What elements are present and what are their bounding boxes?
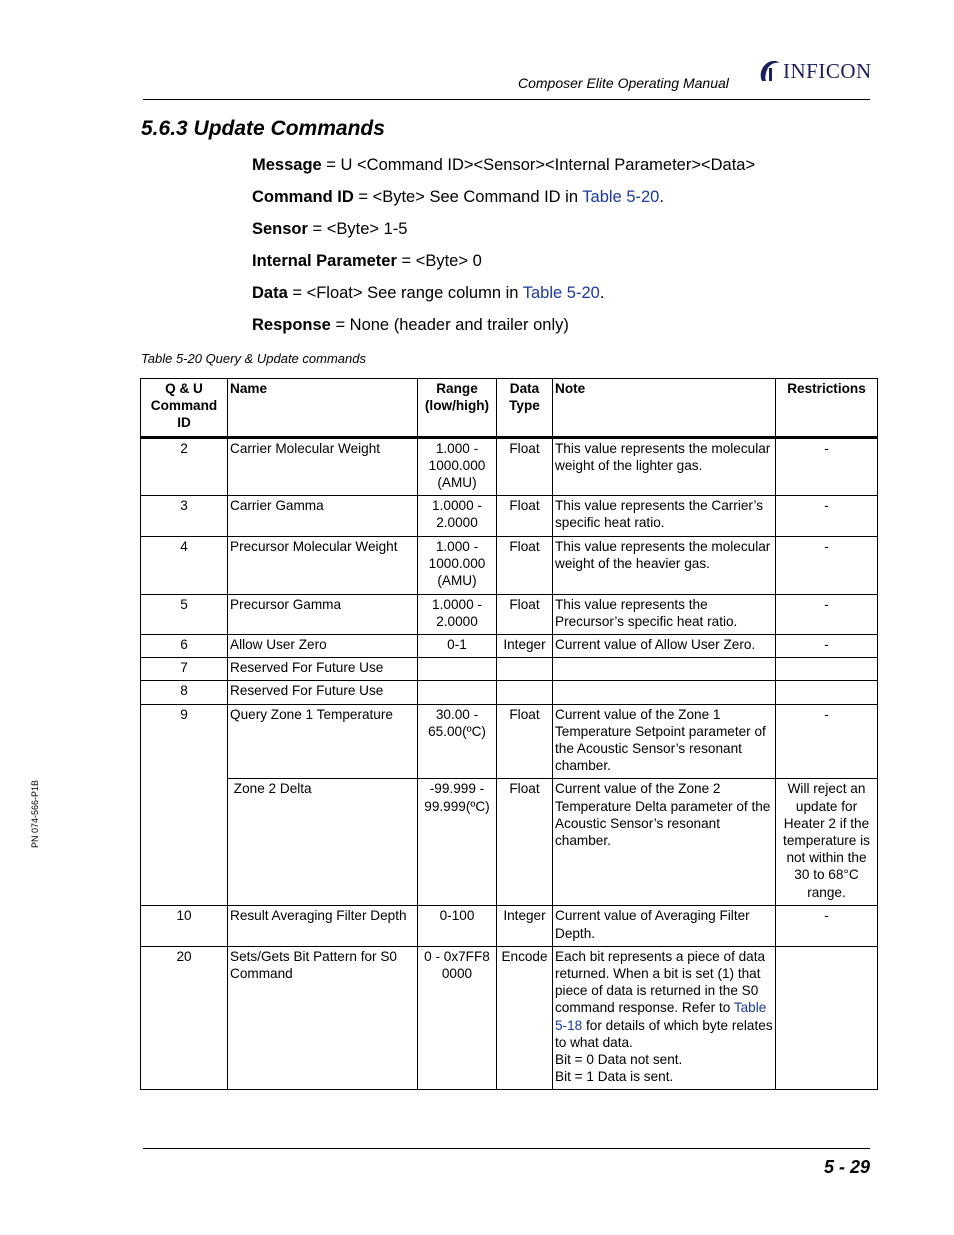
table-row [141,437,878,496]
column-header-id: Q & U Command ID [141,379,228,438]
cell-range [418,658,497,681]
table-row [141,906,878,946]
cell-restrictions: - [776,635,878,658]
definition-message [252,156,755,175]
cell-id: 2 [141,437,228,496]
definition-punct: . [659,188,664,206]
table-row [141,635,878,658]
cell-range: -99.999 - 99.999(ºC) [418,779,497,906]
cell-note: Current value of the Zone 1 Temperature Setpoint parameter of the Acoustic Sensor’s resonant chamber. [553,704,776,779]
cell-range: 1.000 - 1000.000 (AMU) [418,536,497,594]
definition-data [252,284,604,303]
definition-term: Response [252,316,331,334]
cell-range [418,681,497,704]
page-number: 5 - 29 [823,1157,870,1177]
table-reference-link[interactable]: Table 5-20 [522,284,600,302]
cell-id: 5 [141,594,228,634]
cell-range: 1.0000 - 2.0000 [418,496,497,536]
cell-name: Carrier Gamma [228,496,418,536]
cell-name: Allow User Zero [228,635,418,658]
cell-id: 6 [141,635,228,658]
definition-term: Sensor [252,220,308,238]
cell-range: 1.0000 - 2.0000 [418,594,497,634]
cell-note: Current value of Averaging Filter Depth. [553,906,776,946]
definition-term: Command ID [252,188,354,206]
cell-id: 20 [141,946,228,1090]
table-row [141,496,878,536]
cell-data-type: Float [497,704,553,779]
cell-name: Reserved For Future Use [228,658,418,681]
cell-note [553,658,776,681]
column-header-note: Note [553,379,776,438]
part-number: PN 074-566-P1B [30,779,40,848]
cell-name: Reserved For Future Use [228,681,418,704]
table-row [141,681,878,704]
column-header-data-type: Data Type [497,379,553,438]
table-header-row [141,379,878,438]
cell-range: 1.000 - 1000.000 (AMU) [418,437,497,496]
table-row [141,779,878,906]
table-caption: Table 5-20 Query & Update commands [141,351,366,366]
cell-name: Sets/Gets Bit Pattern for S0 Command [228,946,418,1090]
table-row [141,536,878,594]
cell-id: 8 [141,681,228,704]
column-header-range: Range (low/high) [418,379,497,438]
definition-text: = <Byte> See Command ID in [353,188,583,206]
definition-punct: . [599,284,605,302]
column-header-restrictions: Restrictions [776,379,878,438]
header-rule [143,99,870,100]
cell-note: This value represents the molecular weight of the lighter gas. [553,437,776,496]
cell-id: 9 [141,704,228,906]
inficon-logo [758,58,872,84]
definition-text: = U <Command ID><Sensor><Internal Parameter><Data> [321,156,756,174]
note-text: for details of which byte relates to what data. [555,1017,773,1050]
cell-name: Result Averaging Filter Depth [228,906,418,946]
note-line: Bit = 0 Data not sent. [555,1052,683,1068]
cell-restrictions: - [776,536,878,594]
definition-term: Internal Parameter [252,252,397,270]
cell-note: This value represents the Carrier’s specific heat ratio. [553,496,776,536]
table-row [141,704,878,779]
cell-note: This value represents the molecular weight of the heavier gas. [553,536,776,594]
definition-text: = <Byte> 0 [396,252,482,270]
cell-data-type [497,658,553,681]
definition-term: Data [252,284,288,302]
cell-range: 30.00 - 65.00(ºC) [418,704,497,779]
logo-text: INFICON [783,58,872,83]
cell-range: 0 - 0x7FF8 0000 [418,946,497,1090]
cell-restrictions: - [776,704,878,779]
definition-response [252,316,569,335]
cell-restrictions: - [776,496,878,536]
cell-range: 0-100 [418,906,497,946]
cell-note [553,946,776,1090]
note-text: Each bit represents a piece of data returned. When a bit is set (1) that piece of data is returned in the S0 command response. Refer to [555,948,766,1016]
cell-restrictions [776,658,878,681]
section-title: 5.6.3 Update Commands [141,117,385,140]
table-row [141,658,878,681]
cell-data-type: Float [497,779,553,906]
cell-note: Current value of the Zone 2 Temperature Delta parameter of the Acoustic Sensor’s resonant chamber. [553,779,776,906]
cell-name: Precursor Gamma [228,594,418,634]
cell-range: 0-1 [418,635,497,658]
cell-data-type: Float [497,496,553,536]
footer-rule [143,1148,870,1149]
definition-sensor [252,220,407,239]
table-reference-link[interactable]: Table 5-18 [555,1000,767,1033]
definition-internal-parameter [252,252,482,271]
definition-command-id [252,188,664,207]
cell-id: 7 [141,658,228,681]
cell-note [553,681,776,704]
table-row [141,594,878,634]
cell-data-type: Encode [497,946,553,1090]
column-header-name: Name [228,379,418,438]
note-line: Bit = 1 Data is sent. [555,1069,674,1085]
definition-term: Message [252,156,322,174]
definition-text: = <Float> See range column in [287,284,523,302]
cell-name: Zone 2 Delta [228,779,418,906]
cell-restrictions [776,946,878,1090]
cell-data-type: Float [497,437,553,496]
cell-restrictions: Will reject an update for Heater 2 if the temperature is not within the 30 to 68°C range. [776,779,878,906]
cell-id: 3 [141,496,228,536]
manual-title: Composer Elite Operating Manual [518,75,729,91]
cell-data-type: Integer [497,906,553,946]
cell-name: Precursor Molecular Weight [228,536,418,594]
query-update-commands-table [140,378,878,1090]
cell-restrictions [776,681,878,704]
cell-restrictions: - [776,906,878,946]
table-row [141,946,878,1090]
cell-data-type: Float [497,594,553,634]
cell-name: Carrier Molecular Weight [228,437,418,496]
cell-data-type: Float [497,536,553,594]
cell-restrictions: - [776,594,878,634]
cell-data-type [497,681,553,704]
cell-name: Query Zone 1 Temperature [228,704,418,779]
cell-note: Current value of Allow User Zero. [553,635,776,658]
table-reference-link[interactable]: Table 5-20 [582,188,660,206]
inficon-logo-icon [758,59,780,83]
cell-note: This value represents the Precursor’s specific heat ratio. [553,594,776,634]
cell-id: 4 [141,536,228,594]
definition-text: = None (header and trailer only) [330,316,569,334]
cell-data-type: Integer [497,635,553,658]
cell-restrictions: - [776,437,878,496]
cell-id: 10 [141,906,228,946]
definition-text: = <Byte> 1-5 [307,220,408,238]
